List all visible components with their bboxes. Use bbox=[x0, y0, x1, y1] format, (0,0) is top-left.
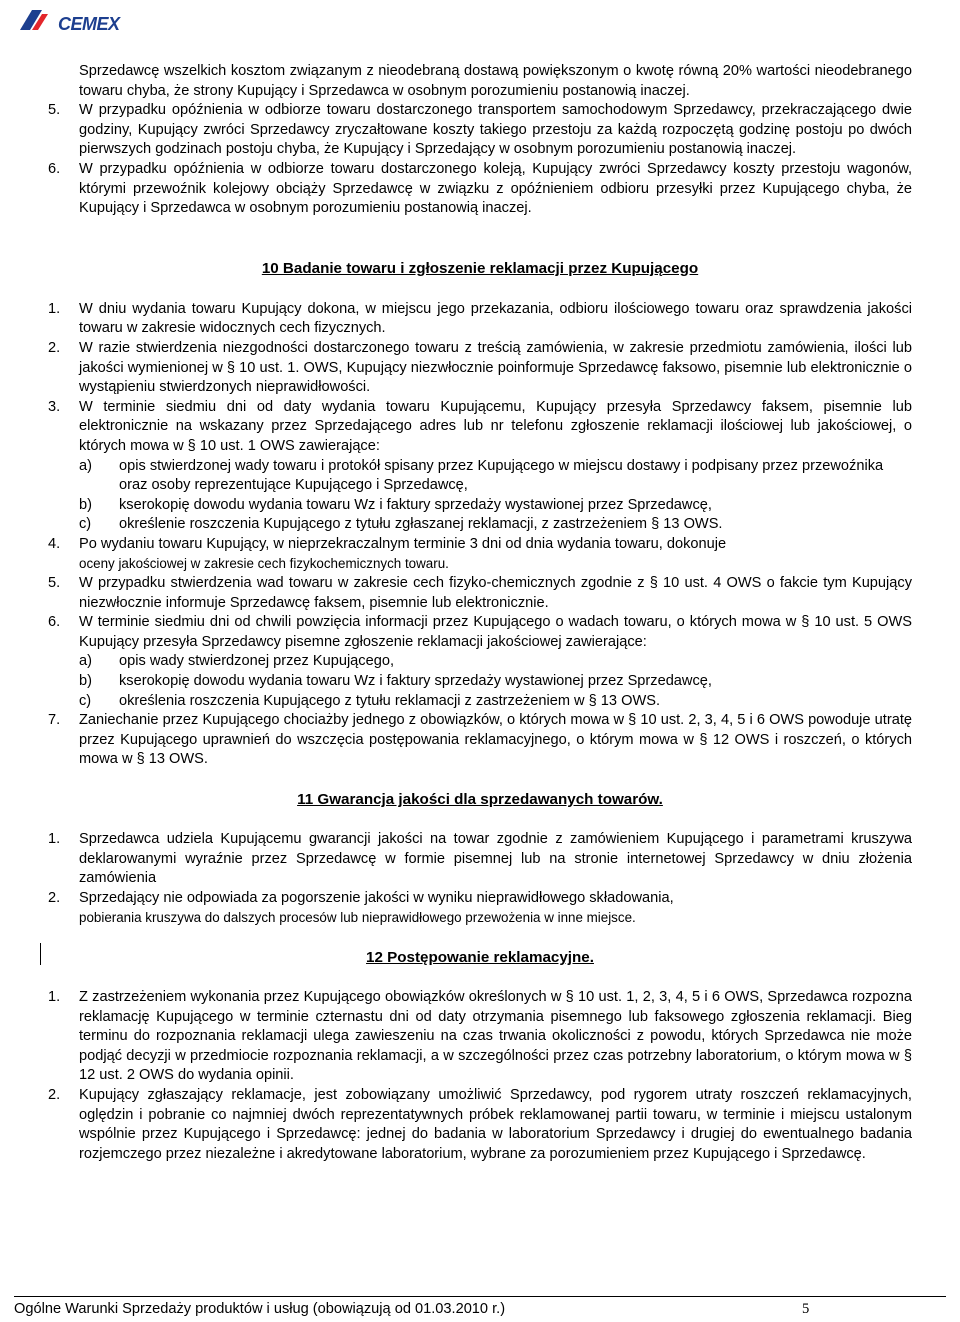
list-item bbox=[48, 101, 912, 160]
page-number: 5 bbox=[802, 1301, 810, 1317]
list-item bbox=[48, 398, 912, 457]
cemex-logo bbox=[18, 6, 122, 36]
item-text: W terminie siedmiu dni od daty wydania towaru Kupującemu, Kupujący przesyła Sprzedawcy faksem, pisemnie lub elektronicznie na wskazany przez Sprzedającego adres lub nr telefonu zgłoszenie reklamacji ilościowej lub jakościowej, o których mowa w § 10 ust. 1 OWS zawierające: bbox=[79, 398, 912, 454]
item-number: 1. bbox=[48, 300, 61, 317]
footer-text: Ogólne Warunki Sprzedaży produktów i usług (obowiązują od 01.03.2010 r.) bbox=[14, 1301, 506, 1317]
intro-paragraph: Sprzedawcę wszelkich kosztom związanym z nieodebraną dostawą powiększonym o kwotę równą 20% wartości nieodebranego towaru chyba, że strony Kupujący i Sprzedawca w osobnym porozumieniu postanowią inaczej. bbox=[79, 63, 912, 99]
list-item bbox=[48, 988, 912, 1086]
sub-letter: c) bbox=[79, 692, 92, 709]
list-item bbox=[48, 535, 912, 574]
item-number: 6. bbox=[48, 160, 61, 177]
item-number: 4. bbox=[48, 535, 61, 552]
item-number: 2. bbox=[48, 889, 61, 906]
document-body bbox=[48, 62, 912, 1164]
item-number: 5. bbox=[48, 575, 61, 592]
heading-text: 10 Badanie towaru i zgłoszenie reklamacji przez Kupującego bbox=[261, 259, 699, 277]
item-number: 7. bbox=[48, 712, 61, 729]
list-item bbox=[48, 711, 912, 770]
sub-item bbox=[79, 457, 912, 496]
sub-item bbox=[79, 652, 912, 672]
list-item bbox=[48, 889, 912, 928]
item-text bbox=[79, 889, 912, 928]
heading-text: 11 Gwarancja jakości dla sprzedawanych towarów. bbox=[297, 791, 663, 808]
item-text bbox=[79, 535, 912, 574]
item-text: W terminie siedmiu dni od chwili powzięcia informacji przez Kupującego o wadach towaru, o których mowa w § 10 ust. 5 OWS Kupujący przesyła Sprzedawcy pisemne zgłoszenie reklamacji jakościowej zawierające: bbox=[79, 614, 912, 650]
sub-letter: c) bbox=[79, 516, 92, 533]
item-text: Z zastrzeżeniem wykonania przez Kupującego obowiązków określonych w § 10 ust. 1, 2, 3, 4, 5 i 6 OWS, Sprzedawca rozpozna reklamację Kupującego w terminie czternastu dni od daty otrzymania pisemnego lub faksowego zgłoszenia reklamacji. Bieg terminu do rozpoznania reklamacji ulega zawieszeniu na czas trwania okoliczności z powodu, których Sprzedawca nie może podjąć decyzji w przedmiocie rozpoznania reklamacji, a w szczególności przez czas potrzebny laboratorium, o którym mowa w § 12 ust. 2 OWS do wydania opinii. bbox=[79, 988, 912, 1084]
item-text: W przypadku opóźnienia w odbiorze towaru dostarczonego koleją, Kupujący zwróci Sprzedawcy koszty przestoju wagonów, którymi przewoźnik kolejowy obciąży Sprzedawcę w związku z opóźnieniem odbioru przesyłki przez Kupującego chyba, że Kupujący i Sprzedawca w osobnym porozumieniu postanowią inaczej. bbox=[79, 160, 912, 217]
item-text: Zaniechanie przez Kupującego chociażby jednego z obowiązków, o których mowa w § 10 ust. 2, 3, 4, 5 i 6 OWS powoduje utratę przez Kupującego uprawnień do wszczęcia postępowania reklamacyjnego, o którym mowa w § 12 OWS i roszczeń, o których mowa w § 13 OWS. bbox=[79, 712, 912, 768]
sub-letter: b) bbox=[79, 496, 92, 513]
item-number: 1. bbox=[48, 988, 61, 1005]
item-text-line: Sprzedający nie odpowiada za pogorszenie jakości w wyniku nieprawidłowego składowania, bbox=[79, 889, 674, 906]
item-text: W razie stwierdzenia niezgodności dostarczonego towaru z treścią zamówienia, w zakresie przedmiotu zamówienia, ilości lub jakości wymienionej w § 10 ust. 1. OWS, Kupujący niezwłocznie poinformuje Sprzedawcę faksowo, pisemnie lub elektronicznie o wystąpieniu stwierdzonych nieprawidłowości. bbox=[79, 339, 912, 396]
item-text-line: pobierania kruszywa do dalszych procesów lub nieprawidłowego przewożenia w inne miejsce. bbox=[79, 910, 636, 926]
item-text: Sprzedawca udziela Kupującemu gwarancji jakości na towar zgodnie z zamówieniem Kupującego i parametrami kruszywa deklarowanymi wyraźnie przez Sprzedawcę w formie pisemnej lub na stronie internetowej Sprzedawcy w dniu złożenia zamówienia bbox=[79, 831, 912, 887]
heading-text: 12 Postępowanie reklamacyjne. bbox=[366, 948, 594, 966]
page-footer bbox=[14, 1296, 946, 1318]
item-text: W dniu wydania towaru Kupujący dokona, w miejscu jego przekazania, odbioru ilościowego towaru oraz sprawdzenia jakości towaru w zakresie widocznych cech fizycznych. bbox=[79, 300, 912, 337]
sub-text: kserokopię dowodu wydania towaru Wz i faktury sprzedaży wystawionej przez Sprzedawcę, bbox=[119, 673, 712, 690]
sub-text: określenie roszczenia Kupującego z tytułu zgłaszanej reklamacji, z zastrzeżeniem § 13 OWS. bbox=[119, 516, 723, 533]
list-item bbox=[48, 160, 912, 219]
section-12-heading bbox=[48, 948, 912, 968]
cemex-logo-text: CEMEX bbox=[58, 14, 120, 34]
sub-item bbox=[79, 515, 912, 535]
margin-mark bbox=[40, 943, 41, 965]
item-number: 1. bbox=[48, 831, 61, 847]
sub-text: opis wady stwierdzonej przez Kupującego, bbox=[119, 653, 395, 670]
list-item bbox=[48, 300, 912, 339]
item-text-line: Po wydaniu towaru Kupujący, w nieprzekraczalnym terminie 3 dni od dnia wydania towaru, dokonuje bbox=[79, 535, 727, 552]
sub-item bbox=[79, 496, 912, 516]
sub-text: kserokopię dowodu wydania towaru Wz i faktury sprzedaży wystawionej przez Sprzedawcę, bbox=[119, 496, 712, 513]
item-number: 2. bbox=[48, 339, 61, 356]
sub-letter: a) bbox=[79, 457, 92, 474]
sub-letter: b) bbox=[79, 673, 92, 690]
item-number: 6. bbox=[48, 614, 61, 631]
item-text: W przypadku opóźnienia w odbiorze towaru dostarczonego transportem samochodowym Sprzedawcy, przekraczającego dwie godziny, Kupujący zwróci Sprzedawcy zryczałtowane koszty takiego przestoju za każdą rozpoczętą godzinę postoju po dwóch pierwszych godzinach postoju chyba, że Kupujący i Sprzedający w osobnym porozumieniu postanowią inaczej. bbox=[79, 102, 912, 158]
item-text: Kupujący zgłaszający reklamacje, jest zobowiązany umożliwić Sprzedawcy, pod rygorem utraty roszczeń reklamacyjnych, oględzin i pobranie co najmniej dwóch reprezentatywnych próbek reklamowanej partii towaru, w terminie i miejscu ustalonym wspólnie przez Kupującego i Sprzedawcę: jednej do badania w laboratorium Sprzedawcy i drugiej do ewentualnego badania rozjemczego przez niezależne i akredytowane laboratorium, wybrane za porozumieniem przez Kupującego i Sprzedawcę. bbox=[79, 1086, 912, 1162]
list-item bbox=[48, 613, 912, 652]
list-item bbox=[48, 830, 912, 889]
sub-item bbox=[79, 692, 912, 712]
section-11-heading bbox=[48, 790, 912, 810]
list-item bbox=[48, 574, 912, 613]
section-10-heading bbox=[48, 259, 912, 279]
sub-text: opis stwierdzonej wady towaru i protokół spisany przez Kupującego w miejscu dostawy i podpisany przez przewoźnika oraz osoby reprezentujące Kupującego i Sprzedawcę, bbox=[119, 457, 884, 494]
item-number: 3. bbox=[48, 398, 61, 415]
list-item bbox=[48, 1086, 912, 1164]
item-text: W przypadku stwierdzenia wad towaru w zakresie cech fizyko-chemicznych zgodnie z § 10 ust. 4 OWS o fakcie tym Kupujący niezwłocznie informuje Sprzedawcę faksem, pisemnie lub elektronicznie. bbox=[79, 575, 912, 611]
item-number: 5. bbox=[48, 102, 61, 119]
sub-item bbox=[79, 672, 912, 692]
sub-text: określenia roszczenia Kupującego z tytułu reklamacji z zastrzeżeniem w § 13 OWS. bbox=[119, 692, 661, 709]
item-number: 2. bbox=[48, 1086, 61, 1103]
list-item bbox=[48, 339, 912, 398]
sub-letter: a) bbox=[79, 653, 92, 670]
item-text-line: oceny jakościowej w zakresie cech fizykochemicznych towaru. bbox=[79, 556, 449, 572]
